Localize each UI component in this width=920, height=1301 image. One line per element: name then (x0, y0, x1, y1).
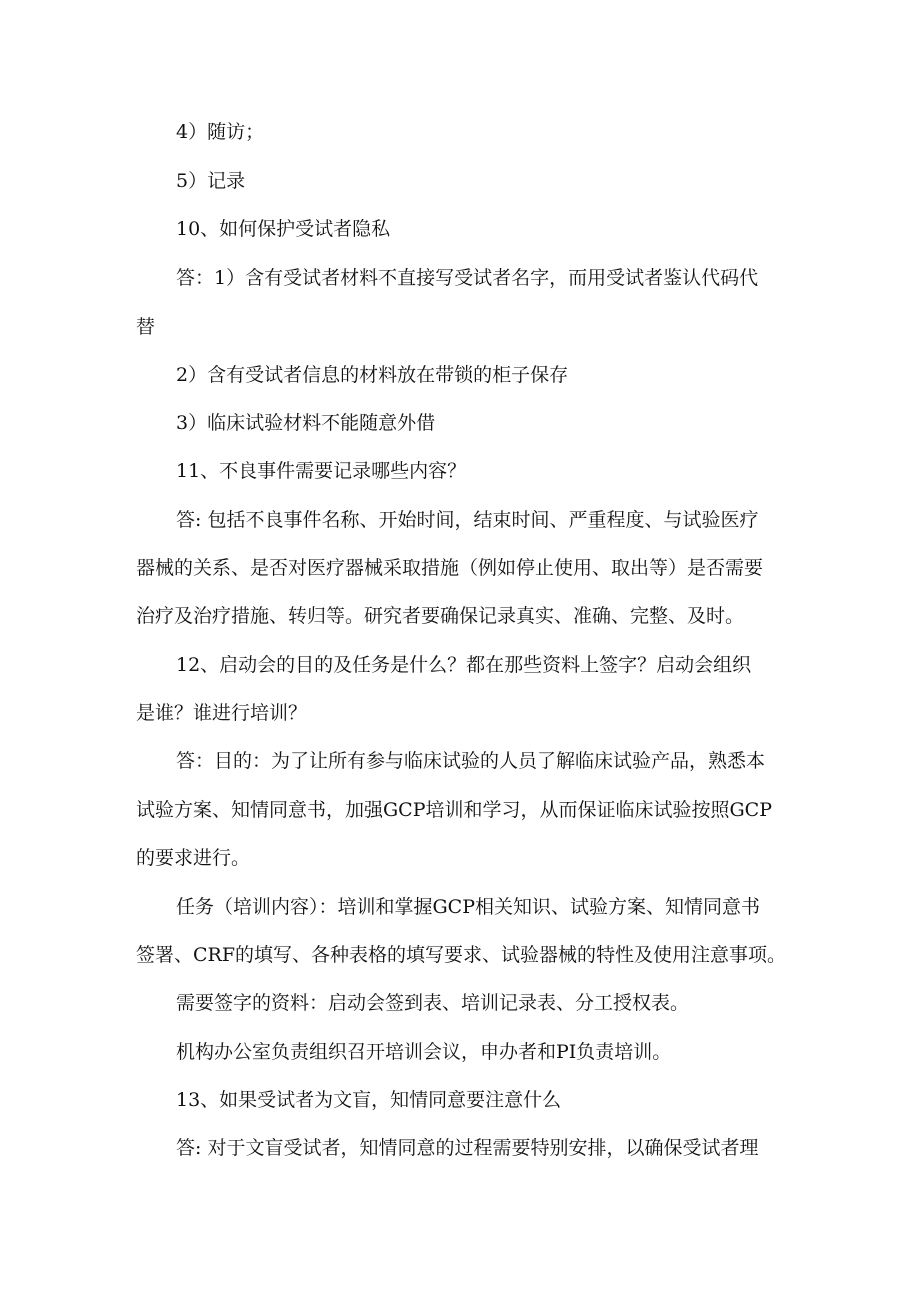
question-heading: 13、如果受试者为文盲，知情同意要注意什么 (176, 1089, 562, 1111)
text-line: 答: 对于文盲受试者，知情同意的过程需要特别安排，以确保受试者理 (176, 1137, 759, 1159)
text-line: 试验方案、知情同意书，加强GCP培训和学习，从而保证临床试验按照GCP (136, 799, 773, 821)
text-line: 答：1）含有受试者材料不直接写受试者名字，而用受试者鉴认代码代 (176, 267, 759, 289)
text-line: 2）含有受试者信息的材料放在带锁的柜子保存 (176, 364, 569, 386)
text-line: 机构办公室负责组织召开培训会议，申办者和PI负责培训。 (176, 1041, 672, 1063)
text-line: 4）随访； (176, 121, 265, 143)
text-line: 5）记录 (176, 170, 246, 192)
text-line: 答: 包括不良事件名称、开始时间，结束时间、严重程度、与试验医疗 (176, 509, 759, 531)
text-line: 答：目的：为了让所有参与临床试验的人员了解临床试验产品，熟悉本 (176, 750, 766, 772)
text-line: 3）临床试验材料不能随意外借 (176, 412, 436, 434)
text-line: 替 (136, 316, 156, 338)
text-line: 签署、CRF的填写、各种表格的填写要求、试验器械的特性及使用注意事项。 (136, 944, 787, 966)
question-heading: 10、如何保护受试者隐私 (176, 218, 391, 240)
text-line: 需要签字的资料：启动会签到表、培训记录表、分工授权表。 (176, 992, 690, 1014)
question-heading: 11、不良事件需要记录哪些内容？ (176, 460, 467, 482)
text-line: 器械的关系、是否对医疗器械采取措施（例如停止使用、取出等）是否需要 (136, 557, 764, 579)
text-line: 的要求进行。 (136, 847, 251, 869)
text-line: 任务（培训内容）：培训和掌握GCP相关知识、试验方案、知情同意书 (176, 896, 761, 918)
text-line: 治疗及治疗措施、转归等。研究者要确保记录真实、准确、完整、及时。 (136, 605, 745, 627)
text-line: 是谁？谁进行培训？ (136, 702, 308, 724)
question-heading: 12、启动会的目的及任务是什么？都在那些资料上签字？启动会组织 (176, 654, 752, 676)
